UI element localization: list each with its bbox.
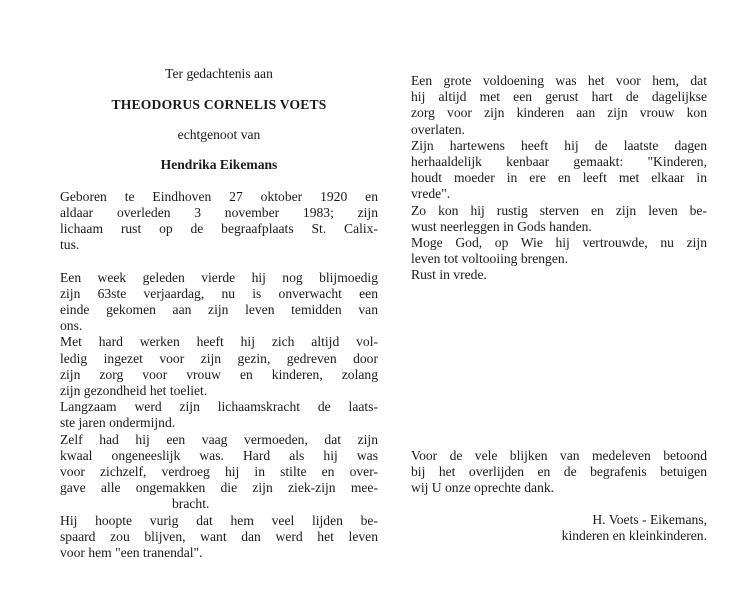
text-line: Hij hoopte vurig dat hem veel lijden be- — [60, 512, 378, 528]
text-line: gave alle ongemakken die zijn ziek-zijn mee- — [60, 480, 378, 496]
deceased-name: THEODORUS CORNELIS VOETS — [111, 97, 327, 113]
text-line: Zijn hartewens heeft hij de laatste dagen — [411, 137, 707, 153]
relation-label: echtgenoot van — [177, 127, 261, 143]
text-line: ons. — [60, 318, 83, 334]
text-line: Rust in vrede. — [411, 267, 487, 283]
right-column — [411, 73, 707, 284]
text-line: tus. — [60, 237, 80, 253]
text-line: bracht. — [172, 496, 210, 512]
text-line: zijn gezondheid het toeliet. — [60, 383, 208, 399]
signature-block — [562, 512, 707, 544]
signature-line: kinderen en kleinkinderen. — [561, 528, 707, 544]
text-line: Moge God, op Wie hij vertrouwde, nu zijn — [411, 235, 707, 251]
text-line: herhaaldelijk kenbaar gemaakt: "Kinderen, — [411, 154, 707, 170]
text-line: kwaal ongeneeslijk was. Hard als hij was — [60, 447, 378, 463]
text-line: Geboren te Eindhoven 27 oktober 1920 en — [60, 188, 378, 204]
text-line: hij altijd met een gerust hart de dagelijkse — [411, 89, 707, 105]
life-paragraph — [60, 270, 378, 562]
text-line: Voor de vele blijken van medeleven betoond — [411, 448, 707, 463]
text-line: leven tot voltooiing brengen. — [411, 251, 569, 267]
text-line: bij het overlijden en de begrafenis betuigen — [411, 464, 707, 480]
text-line: Met hard werken heeft hij zich altijd vol- — [60, 334, 378, 350]
text-line: Een grote voldoening was het voor hem, dat — [411, 73, 707, 88]
text-line: Zelf had hij een vaag vermoeden, dat zijn — [60, 431, 378, 447]
text-line: ledig ingezet voor zijn gezin, gedreven door — [60, 350, 378, 366]
text-line: Zo kon hij rustig sterven en zijn leven be- — [411, 202, 707, 218]
text-line: zijn 63ste verjaardag, nu is onverwacht een — [60, 285, 378, 301]
text-line: Een week geleden vierde hij nog blijmoedig — [60, 269, 378, 285]
left-column — [60, 66, 378, 577]
text-line: zijn zorg voor vrouw en kinderen, zolang — [60, 366, 378, 382]
text-line: vrede". — [411, 186, 451, 202]
text-line: voor zichzelf, verdroeg hij in stilte en over- — [60, 464, 378, 480]
spouse-name: Hendrika Eikemans — [160, 156, 278, 172]
text-line: einde gekomen aan zijn leven temidden van — [60, 302, 378, 318]
text-line: aldaar overleden 3 november 1983; zijn — [60, 205, 378, 221]
text-line: wij U onze oprechte dank. — [411, 480, 555, 496]
text-line: lichaam rust op de begraafplaats St. Calix- — [60, 221, 378, 237]
signature-line: H. Voets - Eikemans, — [592, 512, 707, 527]
text-line: ste jaren ondermijnd. — [60, 415, 176, 431]
text-line: Langzaam werd zijn lichaamskracht de laats- — [60, 399, 378, 415]
text-line: spaard zou blijven, want dan werd het leven — [60, 528, 378, 544]
text-line: zorg voor zijn kinderen aan zijn vrouw kon — [411, 105, 707, 121]
birth-death-paragraph — [60, 189, 378, 254]
text-line: houdt moeder in ere en leeft met elkaar in — [411, 170, 707, 186]
text-line: wust neerleggen in Gods handen. — [411, 218, 592, 234]
thanks-paragraph — [411, 448, 707, 497]
text-line: voor hem "een tranendal". — [60, 545, 203, 561]
text-line: overlaten. — [411, 121, 465, 137]
memorial-intro: Ter gedachtenis aan — [165, 66, 273, 81]
